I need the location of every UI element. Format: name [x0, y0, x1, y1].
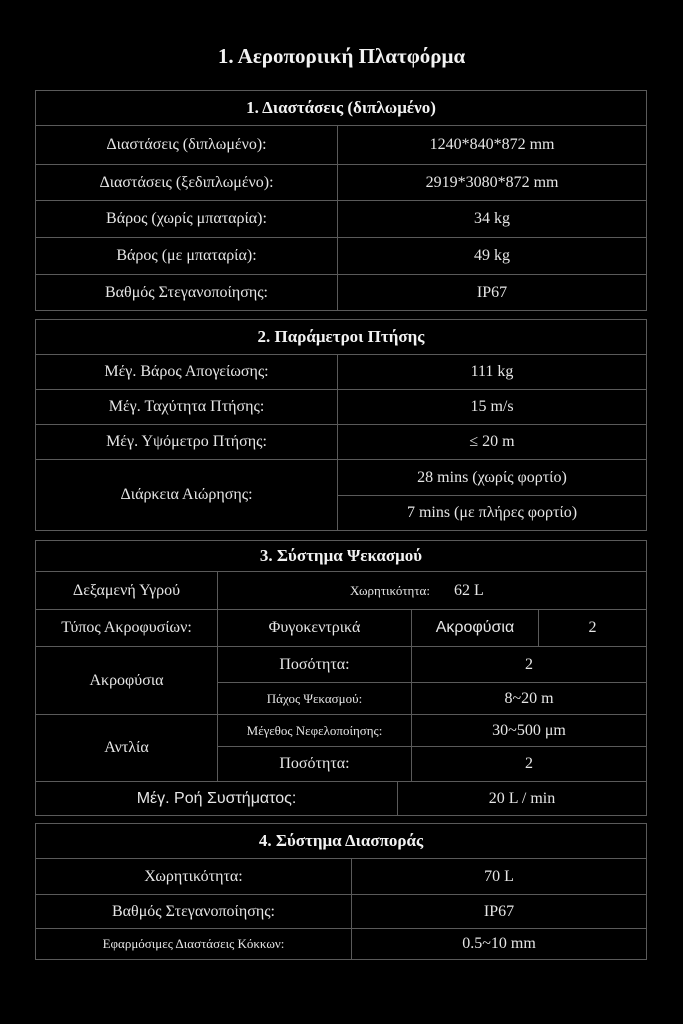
spreading-system-header: 4. Σύστημα Διασποράς [36, 824, 647, 859]
spreading-system-table [35, 823, 647, 960]
row-label: Μέγ. Βάρος Απογείωσης: [36, 355, 338, 390]
table-row [36, 859, 647, 895]
max-flow-value [398, 782, 647, 816]
row-value: 0.5~10 mm [352, 929, 647, 960]
row-value: 34 kg [338, 201, 647, 238]
table-row [36, 275, 647, 311]
row-label: Βαθμός Στεγανοποίησης: [36, 895, 352, 929]
tank-capacity-label: Χωρητικότητα: [350, 582, 430, 598]
tank-capacity-value: 62 L [454, 581, 484, 599]
nozzle-type-kind: Φυγοκεντρικά [218, 610, 412, 647]
table-row [36, 895, 647, 929]
pump-label: Αντλία [36, 715, 218, 782]
table-row [36, 610, 647, 647]
spray-width-label: Πάχος Ψεκασμού: [218, 683, 412, 715]
nozzles-qty-label: Ποσότητα: [218, 647, 412, 683]
dimensions-table [35, 90, 647, 311]
nozzle-type-label: Τύπος Ακροφυσίων: [36, 610, 218, 647]
flight-parameters-table [35, 319, 647, 531]
table-row [36, 390, 647, 425]
table-row [36, 715, 647, 747]
table-row [36, 126, 647, 165]
nozzles-label: Ακροφύσια [36, 647, 218, 715]
table-row [36, 572, 647, 610]
row-label: Χωρητικότητα: [36, 859, 352, 895]
nozzle-type-name: Ακροφύσια [412, 610, 539, 647]
table-row [36, 165, 647, 201]
max-flow-number: 20 L / min [488, 789, 556, 807]
row-value: 15 m/s [338, 390, 647, 425]
max-flow-label: Μέγ. Ροή Συστήματος: [36, 782, 398, 816]
pump-qty-label: Ποσότητα: [218, 747, 412, 782]
row-label: Βάρος (χωρίς μπαταρία): [36, 201, 338, 238]
row-label: Διαστάσεις (ξεδιπλωμένο): [36, 165, 338, 201]
row-label: Εφαρμόσιμες Διαστάσεις Κόκκων: [36, 929, 352, 960]
table-row [36, 460, 647, 496]
row-value: 1240*840*872 mm [338, 126, 647, 165]
spraying-system-header: 3. Σύστημα Ψεκασμού [36, 541, 647, 572]
tank-label: Δεξαμενή Υγρού [36, 572, 218, 610]
table-row [36, 238, 647, 275]
atomization-label: Μέγεθος Νεφελοποίησης: [218, 715, 412, 747]
tank-capacity [218, 572, 647, 610]
row-label: Βάρος (με μπαταρία): [36, 238, 338, 275]
row-value: 111 kg [338, 355, 647, 390]
table-row [36, 929, 647, 960]
atomization-value: 30~500 μm [412, 715, 647, 747]
row-label: Διαστάσεις (διπλωμένο): [36, 126, 338, 165]
row-value: 49 kg [338, 238, 647, 275]
nozzles-qty-value: 2 [412, 647, 647, 683]
nozzle-type-count: 2 [539, 610, 647, 647]
spraying-system-table [35, 540, 647, 816]
row-value: 70 L [352, 859, 647, 895]
table-row [36, 355, 647, 390]
row-value: IP67 [352, 895, 647, 929]
table-row [36, 647, 647, 683]
hover-time-label: Διάρκεια Αιώρησης: [36, 460, 338, 531]
row-label: Μέγ. Ταχύτητα Πτήσης: [36, 390, 338, 425]
dimensions-header: 1. Διαστάσεις (διπλωμένο) [36, 91, 647, 126]
flight-parameters-header: 2. Παράμετροι Πτήσης [36, 320, 647, 355]
hover-time-full-load: 7 mins (με πλήρες φορτίο) [338, 496, 647, 531]
row-value: 2919*3080*872 mm [338, 165, 647, 201]
table-row [36, 425, 647, 460]
row-value: ≤ 20 m [338, 425, 647, 460]
table-row [36, 782, 647, 816]
table-row [36, 201, 647, 238]
spray-width-value: 8~20 m [412, 683, 647, 715]
hover-time-no-load: 28 mins (χωρίς φορτίο) [338, 460, 647, 496]
page-title: 1. Αεροποριική Πλατφόρμα [217, 44, 466, 68]
pump-qty-value: 2 [412, 747, 647, 782]
row-value: IP67 [338, 275, 647, 311]
row-label: Βαθμός Στεγανοποίησης: [36, 275, 338, 311]
row-label: Μέγ. Υψόμετρο Πτήσης: [36, 425, 338, 460]
